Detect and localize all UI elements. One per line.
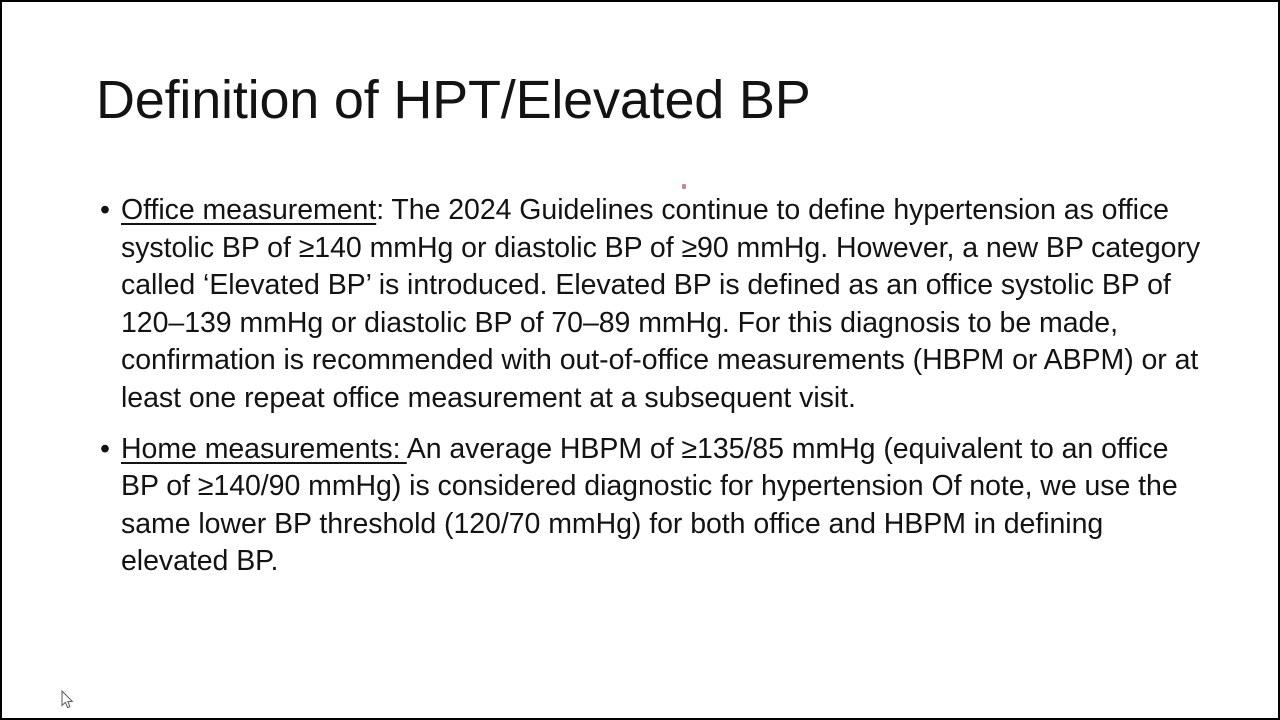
slide-body-bullet-list <box>96 192 1206 581</box>
bullet-lead-label-office: Office measurement <box>121 194 377 226</box>
bullet-item-office-measurement <box>96 192 1206 418</box>
pointer-dot-icon <box>682 184 686 189</box>
bullet-body-text-home: An average HBPM of ≥135/85 mmHg (equivalent to an office BP of ≥140/90 mmHg) is considered diagnostic for hypertension Of note, we use the same lower BP threshold (120/70 mmHg) for both office and HBPM in defining elevated BP. <box>121 432 1178 578</box>
slide-frame-top-edge <box>0 0 1280 2</box>
bullet-body-text-office: : The 2024 Guidelines continue to define hypertension as office systolic BP of ≥140 mmHg or diastolic BP of ≥90 mmHg. However, a new BP category called ‘Elevated BP’ is introduced. Elevated BP is defined as an office systolic BP of 120–139 mmHg or diastolic BP of 70–89 mmHg. For this diagnosis to be made, confirmation is recommended with out-of-office measurements (HBPM or ABPM) or at least one repeat office measurement at a subsequent visit. <box>121 194 1201 414</box>
bullet-marker-icon: • <box>100 432 110 465</box>
slide-frame-left-edge <box>0 0 2 720</box>
bullet-item-home-measurements <box>96 431 1206 581</box>
bullet-marker-icon: • <box>100 194 110 226</box>
slide-title: Definition of HPT/Elevated BP <box>96 70 811 130</box>
bullet-lead-label-home: Home measurements: <box>121 432 407 465</box>
mouse-cursor-icon <box>61 690 75 710</box>
